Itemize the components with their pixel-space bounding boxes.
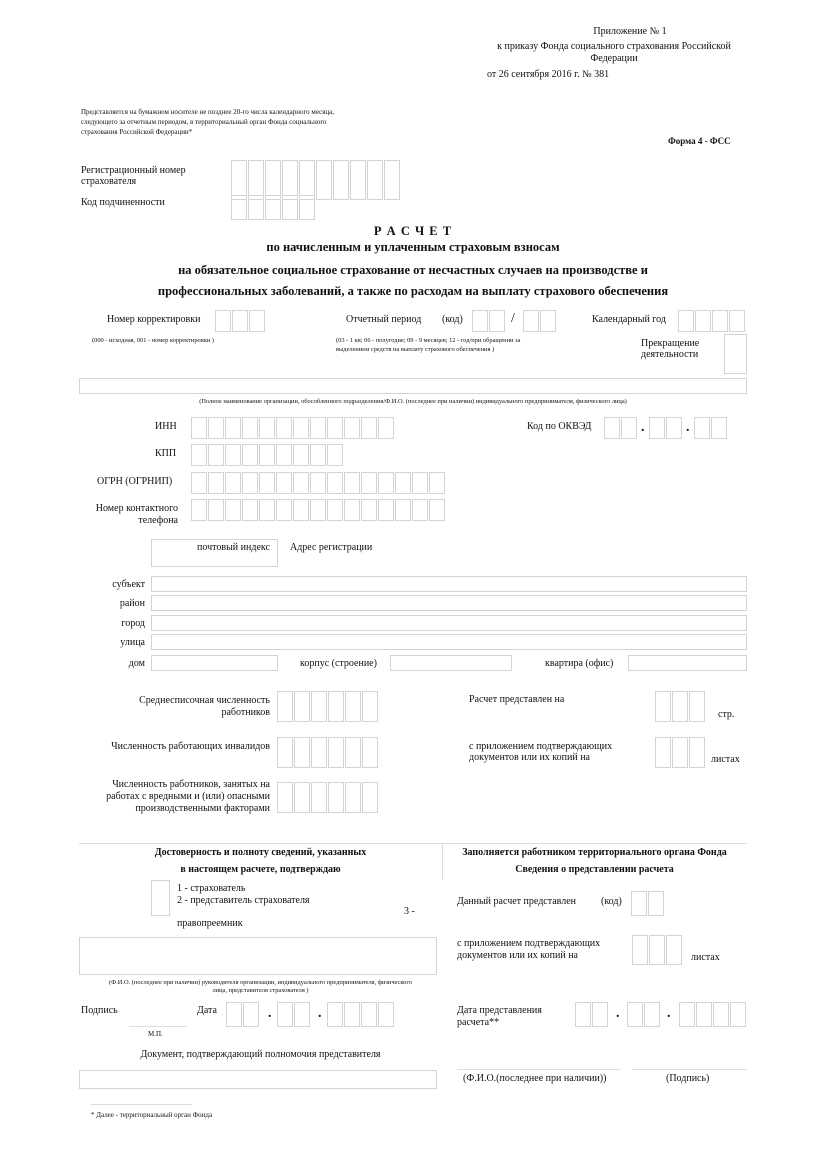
confirm-option-2: 2 - представитель страхователя xyxy=(177,895,310,906)
apartment-field[interactable] xyxy=(628,655,747,671)
period-code-cells-2[interactable] xyxy=(523,310,557,332)
apartment-label: квартира (офис) xyxy=(545,658,614,669)
confirm-option-3: правопреемник xyxy=(177,918,243,929)
fio-hint-2: лица, представителя страхователя ) xyxy=(212,987,309,994)
reporting-hint-2: выделением средств на выплату страхового обеспечения ) xyxy=(336,346,495,353)
order-line-1: к приказу Фонда социального страхования Российской xyxy=(497,41,731,52)
okved-dot-1: . xyxy=(641,420,645,435)
date-dot-2: . xyxy=(318,1006,322,1021)
subordination-label: Код подчиненности xyxy=(81,197,165,208)
inn-label: ИНН xyxy=(155,421,177,432)
notice-line-2: следующего за отчетным периодом, в территориальный орган Фонда социального xyxy=(81,118,327,126)
termination-cell[interactable] xyxy=(724,334,747,374)
hazardous-label-2: работах с вредными и (или) опасными xyxy=(106,791,270,802)
org-name-field[interactable] xyxy=(79,378,747,394)
reporting-period-label: Отчетный период xyxy=(346,314,422,325)
date-month-cells[interactable] xyxy=(277,1002,311,1027)
period-code-label: (код) xyxy=(442,314,463,325)
reg-number-label-2: страхователя xyxy=(81,176,137,187)
fund-date-month-cells[interactable] xyxy=(627,1002,661,1027)
notice-line-1: Представляется на бумажном носителе не позднее 20-го числа календарного месяца, xyxy=(81,108,335,116)
pages-label: Расчет представлен на xyxy=(469,694,565,705)
subordination-cells[interactable] xyxy=(231,195,316,220)
disabled-cells[interactable] xyxy=(277,737,379,768)
title-line-4: профессиональных заболеваний, а также по расходам на выплату страхового обеспечения xyxy=(157,284,669,298)
termination-label-2: деятельности xyxy=(641,349,699,360)
section-divider xyxy=(79,843,747,844)
hazardous-label-3: производственными факторами xyxy=(135,803,270,814)
attach-label-1: с приложением подтверждающих xyxy=(469,741,613,752)
fund-attach-label-2: документов или их копий на xyxy=(457,950,578,961)
street-field[interactable] xyxy=(151,634,747,650)
confirm-heading-2: в настоящем расчете, подтверждаю xyxy=(180,864,341,875)
period-code-cells[interactable] xyxy=(472,310,506,332)
fund-date-year-cells[interactable] xyxy=(679,1002,747,1027)
title-line-3: на обязательное социальное страхование от несчастных случаев на производстве и xyxy=(178,263,648,277)
period-slash: / xyxy=(511,311,515,326)
postal-index-label: почтовый индекс xyxy=(197,542,270,553)
disabled-label: Численность работающих инвалидов xyxy=(111,741,270,752)
fund-date-day-cells[interactable] xyxy=(575,1002,609,1027)
signature-label: Подпись xyxy=(81,1005,118,1016)
fund-signature-line xyxy=(632,1069,747,1070)
district-field[interactable] xyxy=(151,595,747,611)
footnote: * Далее - территориальный орган Фонда xyxy=(91,1111,213,1119)
phone-label-1: Номер контактного xyxy=(95,503,178,514)
building-field[interactable] xyxy=(390,655,512,671)
fund-date-dot-1: . xyxy=(616,1006,620,1021)
date-year-cells[interactable] xyxy=(327,1002,395,1027)
ogrn-cells[interactable] xyxy=(191,472,446,494)
reg-number-label-1: Регистрационный номер xyxy=(81,165,186,176)
street-label: улица xyxy=(120,637,145,648)
signer-fio-field[interactable] xyxy=(79,937,437,975)
reporting-hint-1: (03 - 1 кв; 06 - полугодие; 09 - 9 месяцев; 12 - год/при обращении за xyxy=(336,337,521,344)
reg-address-label: Адрес регистрации xyxy=(290,542,373,553)
avg-headcount-label-1: Среднесписочная численность xyxy=(139,695,270,706)
phone-cells[interactable] xyxy=(191,499,446,521)
fund-attach-label-1: с приложением подтверждающих xyxy=(457,938,601,949)
pages-unit: стр. xyxy=(718,709,735,720)
subject-label: субъект xyxy=(112,579,145,590)
attach-cells[interactable] xyxy=(655,737,706,768)
fund-date-label-1: Дата представления xyxy=(457,1005,542,1016)
confirm-heading-1: Достоверность и полноту сведений, указанных xyxy=(154,847,367,858)
appendix-label: Приложение № 1 xyxy=(593,26,667,37)
inn-cells[interactable] xyxy=(191,417,395,439)
date-label: Дата xyxy=(197,1005,217,1016)
order-date: от 26 сентября 2016 г. № 381 xyxy=(487,69,610,80)
reg-number-cells[interactable] xyxy=(231,160,401,200)
date-dot-1: . xyxy=(268,1006,272,1021)
signature-line xyxy=(129,1026,187,1027)
fund-date-dot-2: . xyxy=(667,1006,671,1021)
hazardous-label-1: Численность работников, занятых на xyxy=(112,779,270,790)
city-field[interactable] xyxy=(151,615,747,631)
building-label: корпус (строение) xyxy=(300,658,377,669)
okved-cells-1[interactable] xyxy=(604,417,638,439)
fund-submitted-label: Данный расчет представлен xyxy=(457,896,577,907)
attach-label-2: документов или их копий на xyxy=(469,752,590,763)
date-day-cells[interactable] xyxy=(226,1002,260,1027)
okved-cells-2[interactable] xyxy=(649,417,683,439)
title-line-2: по начисленным и уплаченным страховым взносам xyxy=(266,240,560,254)
kpp-cells[interactable] xyxy=(191,444,344,466)
sheets-unit: листах xyxy=(711,754,740,765)
fund-heading-1: Заполняется работником территориального органа Фонда xyxy=(462,847,727,858)
correction-label: Номер корректировки xyxy=(107,314,201,325)
kpp-label: КПП xyxy=(155,448,177,459)
pages-cells[interactable] xyxy=(655,691,706,722)
form-name: Форма 4 - ФСС xyxy=(668,136,731,146)
city-label: город xyxy=(121,618,145,629)
fund-attach-cells[interactable] xyxy=(632,935,683,965)
fund-signature-label: (Подпись) xyxy=(666,1073,710,1084)
correction-cells[interactable] xyxy=(215,310,266,332)
confirm-option-1: 1 - страхователь xyxy=(177,883,246,894)
stamp-label: М.П. xyxy=(148,1030,163,1038)
okved-cells-3[interactable] xyxy=(694,417,728,439)
footnote-separator xyxy=(91,1104,192,1105)
fio-hint-1: (Ф.И.О. (последнее при наличии) руководителя организации, индивидуального предпринимателя, физического xyxy=(108,979,413,986)
fund-date-label-2: расчета** xyxy=(457,1017,500,1028)
ogrn-label: ОГРН (ОГРНИП) xyxy=(97,476,173,487)
hazardous-cells[interactable] xyxy=(277,782,379,813)
org-name-hint: (Полное наименование организации, обособленного подразделения/Ф.И.О. (последнее при наличии) индивидуального предпринимателя, физического лица) xyxy=(199,398,627,405)
fund-code-cells[interactable] xyxy=(631,891,665,916)
termination-label-1: Прекращение xyxy=(641,338,700,349)
notice-line-3: страхования Российской Федерации* xyxy=(81,128,193,136)
house-field[interactable] xyxy=(151,655,278,671)
fund-fio-line xyxy=(457,1069,620,1070)
correction-hint: (000 - исходная, 001 - номер корректировки ) xyxy=(92,337,214,344)
fund-sheets-label: листах xyxy=(691,952,720,963)
authority-doc-field[interactable] xyxy=(79,1070,437,1089)
house-label: дом xyxy=(128,658,145,669)
calendar-year-label: Календарный год xyxy=(592,314,666,325)
okved-dot-2: . xyxy=(686,420,690,435)
authority-doc-label: Документ, подтверждающий полномочия представителя xyxy=(140,1049,381,1060)
okved-label: Код по ОКВЭД xyxy=(527,421,592,432)
title: Р А С Ч Е Т xyxy=(373,224,453,238)
avg-headcount-label-2: работников xyxy=(221,707,270,718)
avg-headcount-cells[interactable] xyxy=(277,691,379,722)
fund-fio-label: (Ф.И.О.(последнее при наличии)) xyxy=(463,1073,607,1084)
fund-heading-2: Сведения о представлении расчета xyxy=(515,864,674,875)
confirmer-type-cell[interactable] xyxy=(151,880,170,916)
fund-code-label: (код) xyxy=(601,896,622,907)
calendar-year-cells[interactable] xyxy=(678,310,746,332)
phone-label-2: телефона xyxy=(138,515,178,526)
confirm-option-3-number: 3 - xyxy=(404,906,415,917)
order-line-2: Федерации xyxy=(590,53,638,64)
subject-field[interactable] xyxy=(151,576,747,592)
district-label: район xyxy=(119,598,145,609)
